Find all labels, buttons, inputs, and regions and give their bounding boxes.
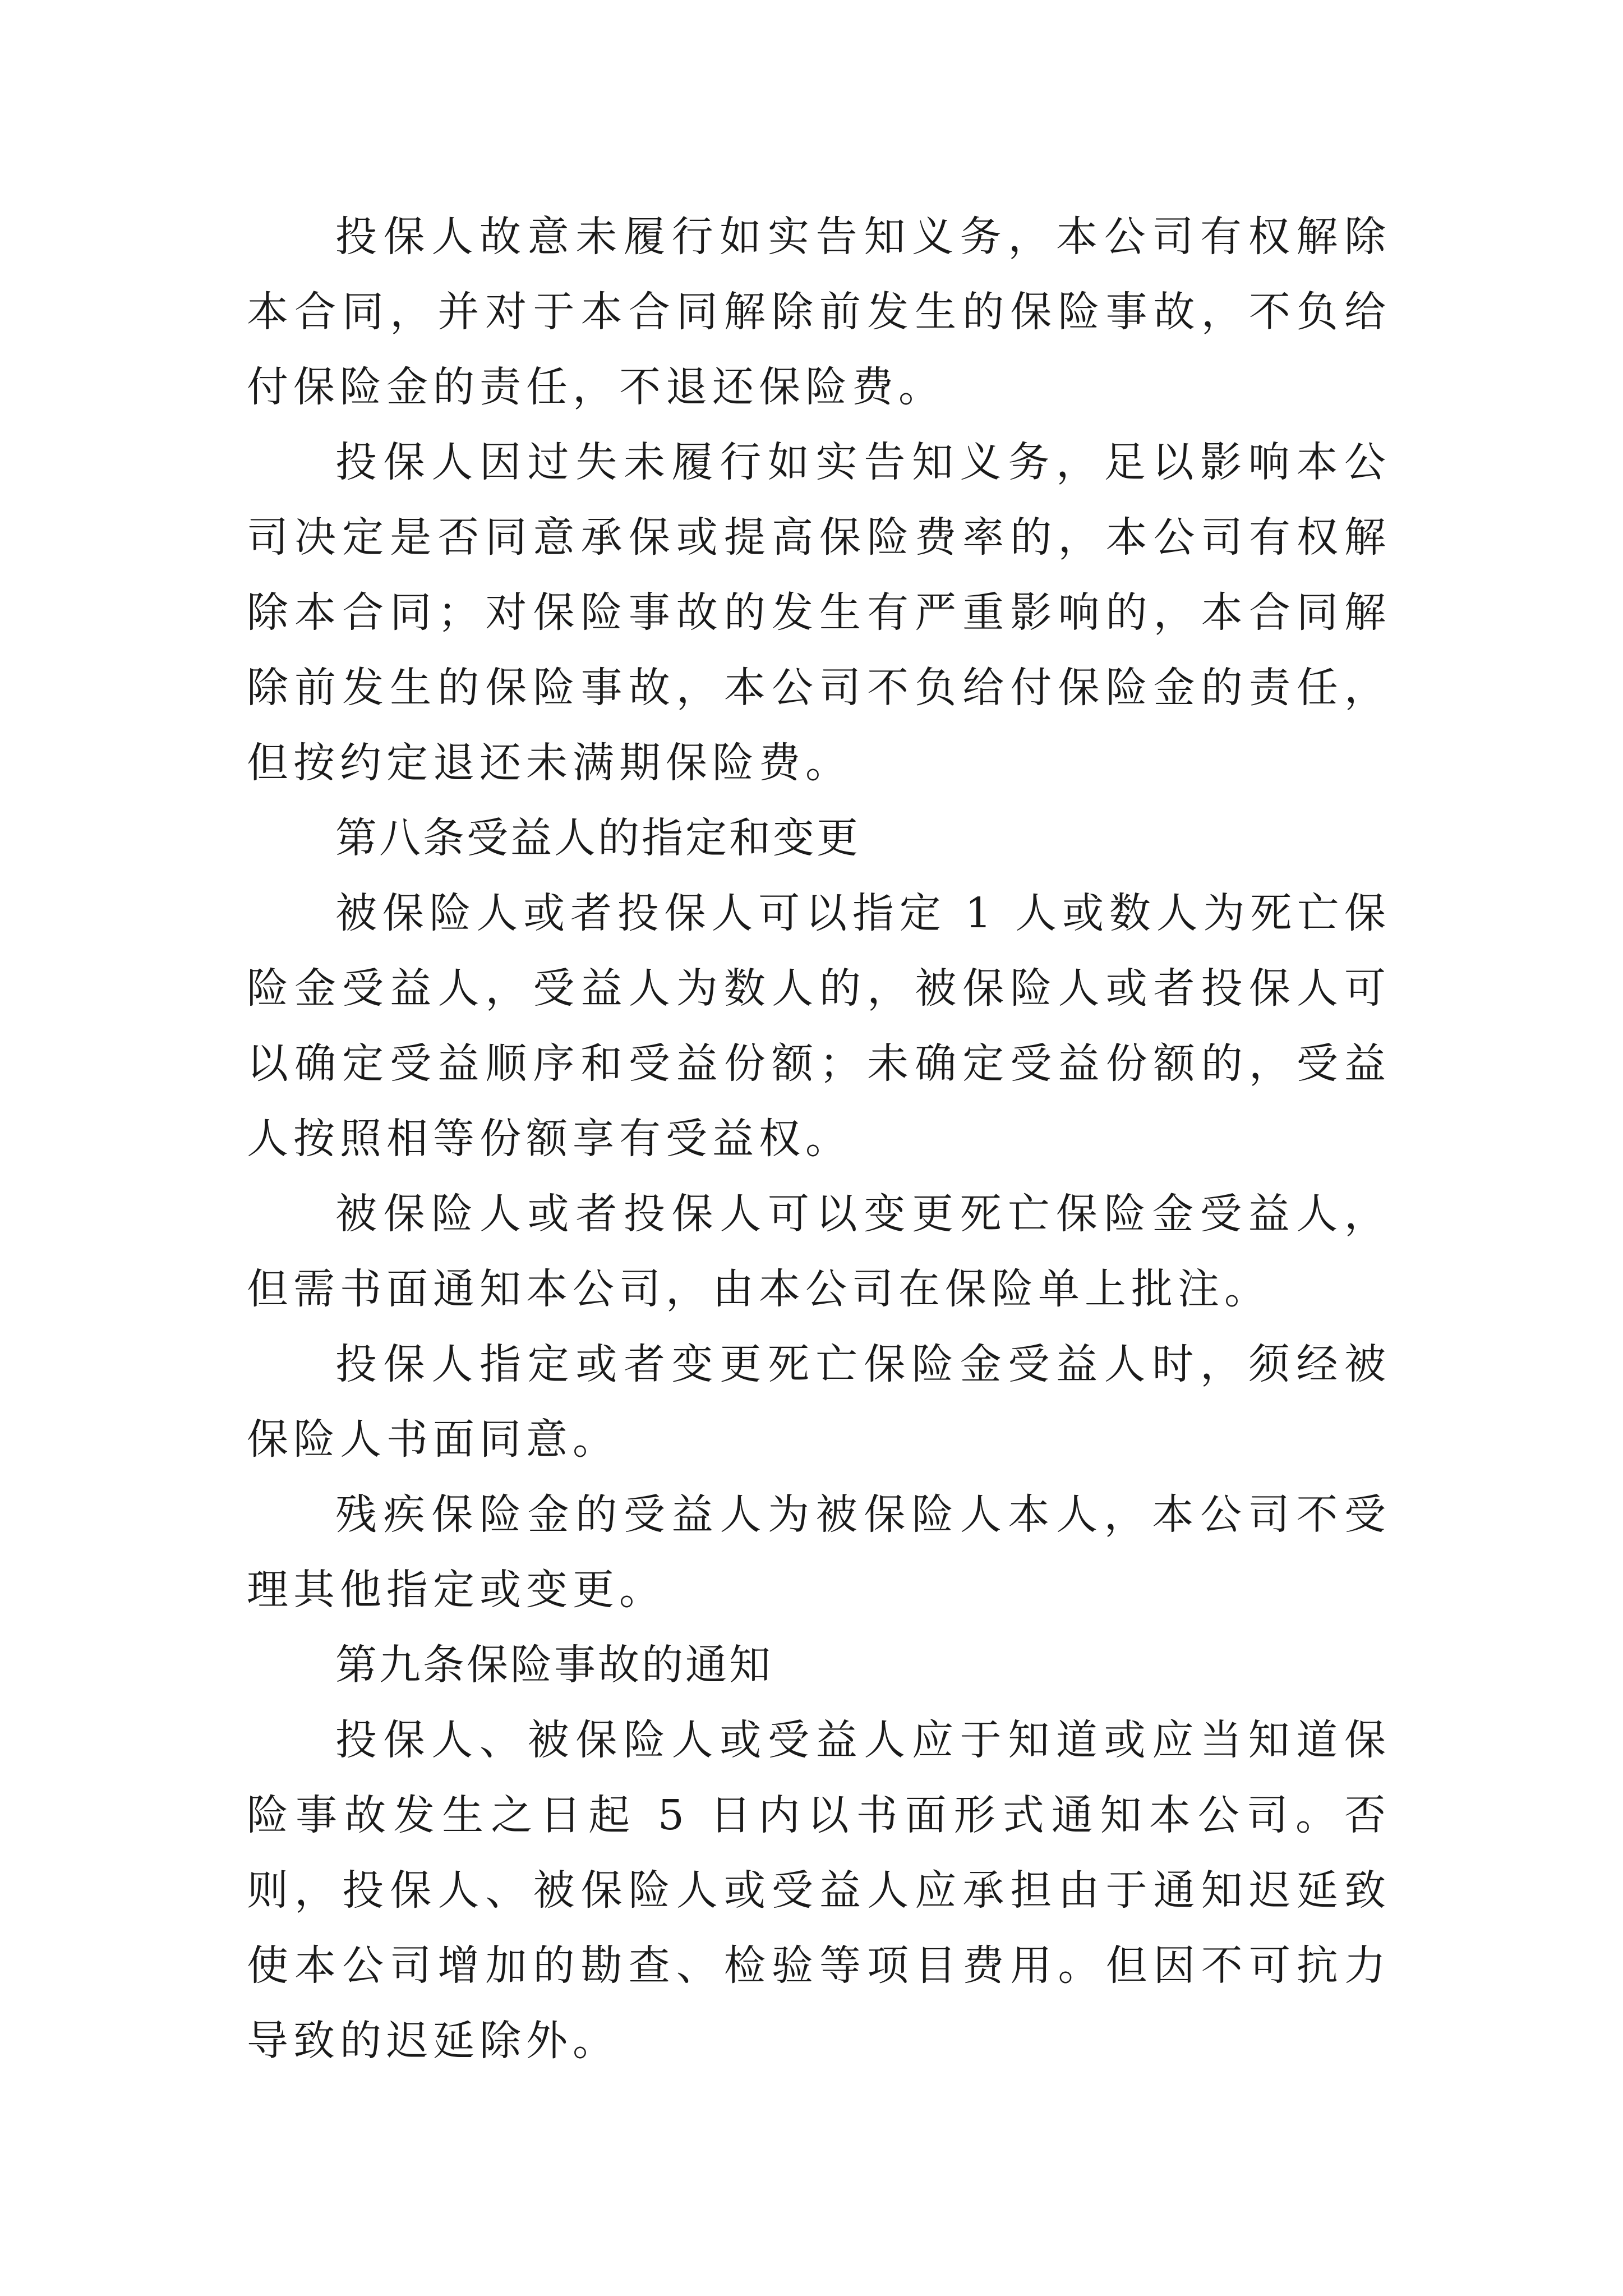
- paragraph-accident-notice: 投保人、被保险人或受益人应于知道或应当知道保险事故发生之日起 5 日内以书面形式通知本公司。否则，投保人、被保险人或受益人应承担由于通知迟延致使本公司增加的勘查、检验等项目费用。但因不可抗力导致的迟延除外。: [247, 1716, 1391, 2065]
- paragraph-intentional-nondisclosure: 投保人故意未履行如实告知义务，本公司有权解除本合同，并对于本合同解除前发生的保险事故，不负给付保险金的责任，不退还保险费。: [247, 213, 1391, 411]
- paragraph-negligent-nondisclosure: 投保人因过失未履行如实告知义务，足以影响本公司决定是否同意承保或提高保险费率的，本公司有权解除本合同；对保险事故的发生有严重影响的，本合同解除前发生的保险事故，本公司不负给付保险金的责任，但按约定退还未满期保险费。: [247, 438, 1391, 787]
- paragraph-insured-consent: 投保人指定或者变更死亡保险金受益人时，须经被保险人书面同意。: [247, 1340, 1391, 1464]
- article-8-heading: 第八条受益人的指定和变更: [335, 814, 860, 862]
- paragraph-disability-beneficiary: 残疾保险金的受益人为被保险人本人，本公司不受理其他指定或变更。: [247, 1490, 1391, 1614]
- paragraph-beneficiary-designation: 被保险人或者投保人可以指定 1 人或数人为死亡保险金受益人，受益人为数人的，被保险人或者投保人可以确定受益顺序和受益份额；未确定受益份额的，受益人按照相等份额享有受益权。: [247, 889, 1391, 1163]
- paragraph-beneficiary-change: 被保险人或者投保人可以变更死亡保险金受益人，但需书面通知本公司，由本公司在保险单上批注。: [247, 1190, 1391, 1313]
- document-body: [247, 199, 1391, 2078]
- article-9-heading: 第九条保险事故的通知: [335, 1641, 773, 1689]
